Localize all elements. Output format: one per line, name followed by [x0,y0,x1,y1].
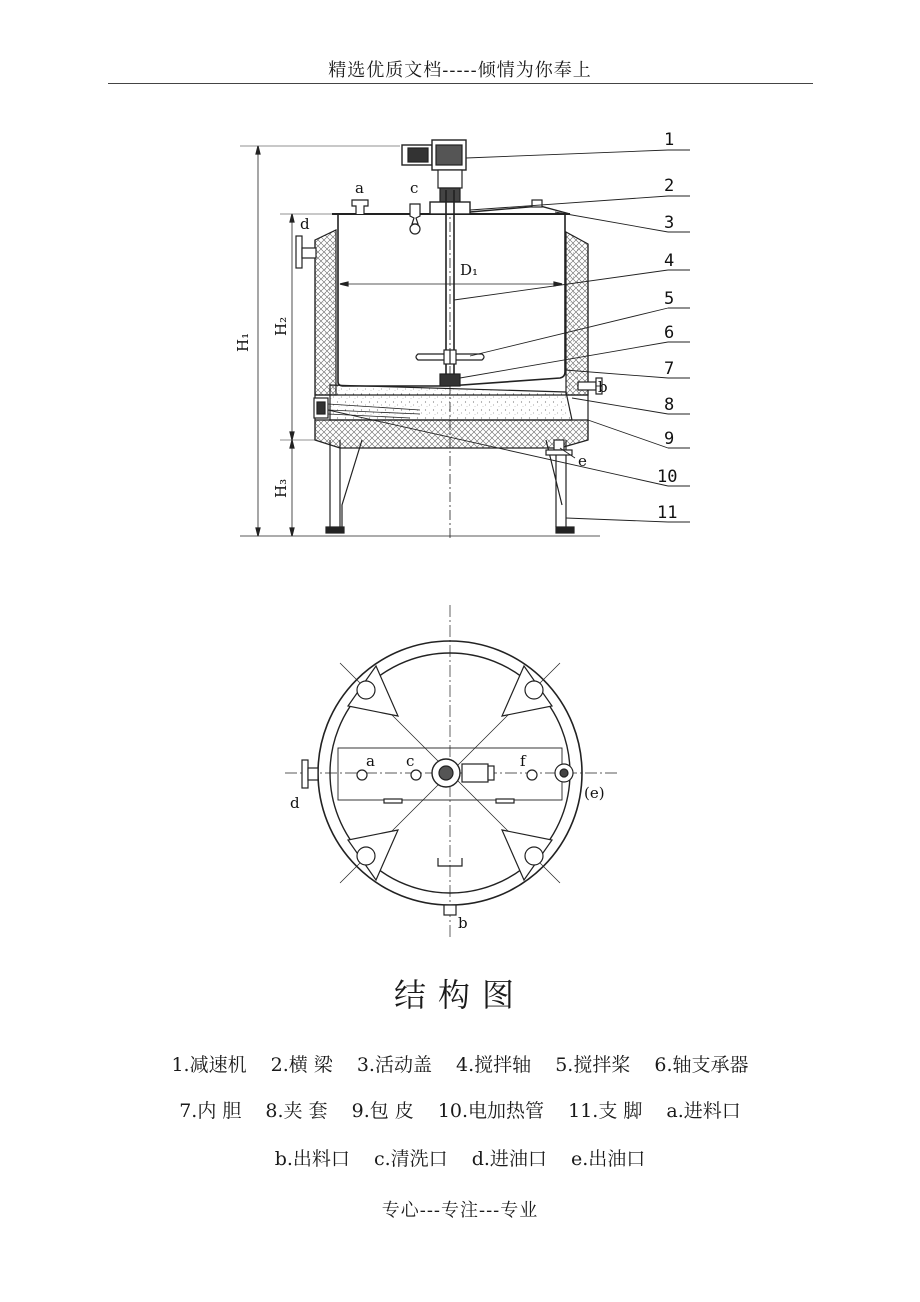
plan-port-b [444,905,456,915]
part-number-3: 3 [664,213,675,233]
leader-lines [328,150,690,522]
legend-item: 10.电加热管 [437,1100,545,1122]
part-number-1: 1 [664,130,675,150]
legend-row-3 [0,1144,920,1171]
part-number-5: 5 [664,289,675,309]
port-label-b: b [598,378,608,396]
plan-label-b: b [458,914,468,932]
port-e [554,440,564,450]
part-number-6: 6 [664,323,675,343]
legend-item: e.出油口 [570,1148,646,1170]
plan-port-a [357,770,367,780]
part-number-9: 9 [664,429,675,449]
port-c [410,204,420,224]
plan-label-e: (e) [584,784,605,802]
legend-item: c.清洗口 [373,1148,448,1170]
legend-row-2 [0,1096,920,1123]
plan-motor [462,764,488,782]
legend-item: 1.减速机 [171,1054,247,1076]
plan-label-d: d [290,794,300,812]
part-number-4: 4 [664,251,675,271]
jacket-fill [330,385,572,420]
legend-row-1 [0,1050,920,1077]
shaft-support [440,374,460,386]
page-footer: 专心---专注---专业 [381,1200,539,1221]
legend-item: 4.搅拌轴 [456,1054,532,1076]
leg-foot-left [326,527,344,533]
legend-item: 6.轴支承器 [654,1054,749,1076]
legend-item: 8.夹 套 [265,1100,328,1122]
legend-item: b.出料口 [274,1148,350,1170]
port-d [296,236,302,268]
plan-view [285,605,620,940]
plan-port-d [302,760,308,788]
port-label-e: e [578,452,587,470]
dim-h3: H₃ [272,478,290,498]
port-label-d: d [300,215,310,233]
leg-foot-right [556,527,574,533]
plan-port-c [411,770,421,780]
jacket-side-right [566,240,580,392]
legend-item: 5.搅拌桨 [555,1054,631,1076]
port-b [578,382,596,390]
legend-item: 7.内 胆 [179,1100,242,1122]
legend-item: 2.横 梁 [270,1054,333,1076]
plan-label-c: c [406,752,415,770]
part-number-8: 8 [664,395,675,415]
legend-item: 3.活动盖 [356,1054,432,1076]
plan-label-f: f [520,752,526,770]
dim-d1: D₁ [460,261,479,279]
legend-item: 9.包 皮 [351,1100,414,1122]
dim-h2: H₂ [272,316,290,336]
port-label-c: c [410,179,419,197]
page-header: 精选优质文档-----倾情为你奉上 [328,60,592,81]
part-number-7: 7 [664,359,675,379]
legend-item: d.进油口 [471,1148,547,1170]
crossbeam [430,202,470,214]
plan-label-a: a [366,752,375,770]
part-number-11: 11 [657,503,678,523]
movable-cover [470,206,570,214]
legend-item: 11.支 脚 [568,1100,643,1122]
plan-port-f [527,770,537,780]
legend-item: a.进料口 [666,1100,741,1122]
port-a [352,200,368,214]
jacket-side-left [322,240,336,385]
part-number-2: 2 [664,176,675,196]
port-label-a: a [355,179,364,197]
diagram-title: 结构图 [393,976,526,1014]
dim-h1: H₁ [234,332,252,352]
leg-left [330,440,362,527]
elevation-view [240,140,690,540]
part-number-10: 10 [657,467,678,487]
